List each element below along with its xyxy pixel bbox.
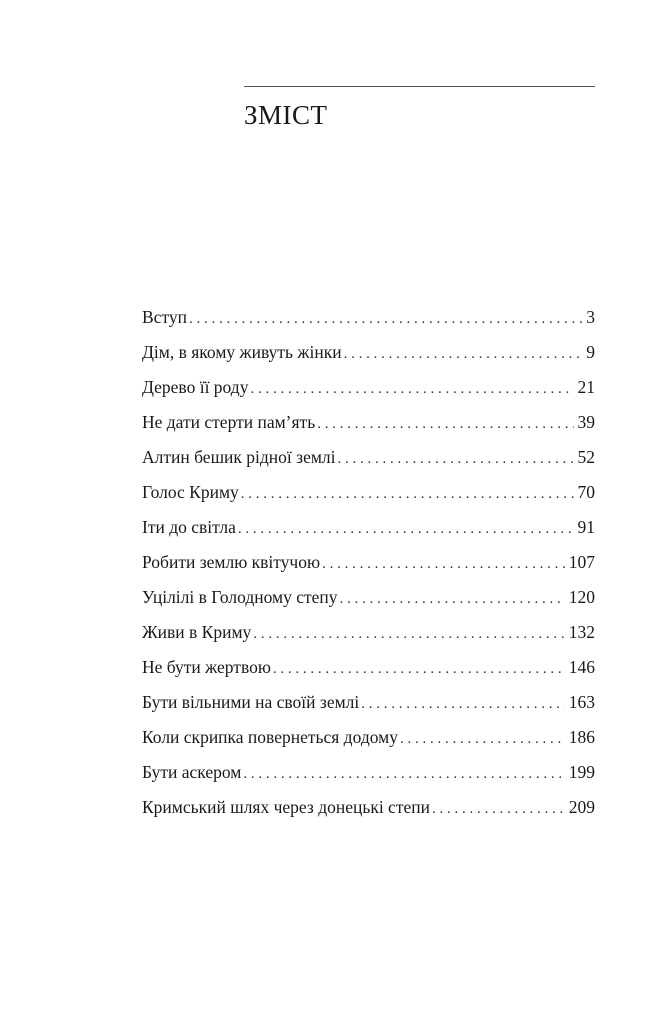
toc-entry-page: 70 — [577, 482, 595, 502]
toc-entry-page: 52 — [577, 447, 595, 467]
toc-entry-page: 21 — [577, 377, 595, 397]
toc-entry — [142, 481, 595, 516]
toc-entry-page: 120 — [568, 587, 595, 607]
toc-entry-title: Не дати стерти пам’ять — [142, 412, 316, 432]
toc-dot-leader — [432, 798, 565, 820]
toc-dot-leader — [338, 448, 574, 470]
toc-entry — [142, 411, 595, 446]
toc-dot-leader — [344, 343, 583, 365]
top-rule — [244, 86, 595, 87]
toc-entry-page: 107 — [568, 552, 595, 572]
toc-entry-page: 9 — [586, 342, 595, 362]
toc-entry — [142, 306, 595, 341]
toc-dot-leader — [273, 658, 565, 680]
toc-entry-title: Кримський шлях через донецькі степи — [142, 797, 430, 817]
toc-entry-title: Бути аскером — [142, 762, 242, 782]
toc-entry-page: 39 — [577, 412, 595, 432]
toc-entry — [142, 551, 595, 586]
toc-dot-leader — [250, 378, 573, 400]
toc-entry-title: Живи в Криму — [142, 622, 252, 642]
toc-entry-page: 199 — [568, 762, 595, 782]
toc-entry — [142, 516, 595, 551]
toc-entry — [142, 726, 595, 761]
toc-entry — [142, 341, 595, 376]
toc-entry-title: Іти до світла — [142, 517, 236, 537]
toc-entry — [142, 796, 595, 831]
toc-dot-leader — [238, 518, 574, 540]
toc-entry-title: Уцілілі в Голодному степу — [142, 587, 338, 607]
toc-dot-leader — [241, 483, 574, 505]
toc-dot-leader — [243, 763, 564, 785]
toc-entry — [142, 446, 595, 481]
toc-entry-title: Дерево її роду — [142, 377, 249, 397]
toc-entry-page: 163 — [568, 692, 595, 712]
table-of-contents — [142, 306, 595, 831]
toc-entry-page: 186 — [568, 727, 595, 747]
toc-dot-leader — [361, 693, 564, 715]
toc-entry — [142, 691, 595, 726]
toc-dot-leader — [189, 308, 582, 330]
toc-dot-leader — [322, 553, 565, 575]
toc-entry — [142, 761, 595, 796]
toc-entry-page: 132 — [568, 622, 595, 642]
toc-entry — [142, 656, 595, 691]
toc-entry-page: 3 — [586, 307, 595, 327]
toc-entry-title: Голос Криму — [142, 482, 239, 502]
toc-entry — [142, 586, 595, 621]
toc-entry — [142, 621, 595, 656]
toc-entry-title: Робити землю квітучою — [142, 552, 321, 572]
toc-entry-page: 209 — [568, 797, 595, 817]
toc-entry-title: Не бути жертвою — [142, 657, 271, 677]
toc-entry — [142, 376, 595, 411]
toc-dot-leader — [340, 588, 565, 610]
toc-dot-leader — [400, 728, 565, 750]
toc-entry-title: Алтин бешик рідної землі — [142, 447, 336, 467]
toc-entry-page: 146 — [568, 657, 595, 677]
toc-entry-title: Бути вільними на своїй землі — [142, 692, 360, 712]
toc-entry-title: Коли скрипка повернеться додому — [142, 727, 398, 747]
toc-entry-title: Вступ — [142, 307, 187, 327]
page-title: ЗМІСТ — [244, 100, 328, 130]
toc-entry-page: 91 — [577, 517, 595, 537]
toc-dot-leader — [253, 623, 564, 645]
toc-dot-leader — [317, 413, 573, 435]
toc-entry-title: Дім, в якому живуть жінки — [142, 342, 342, 362]
